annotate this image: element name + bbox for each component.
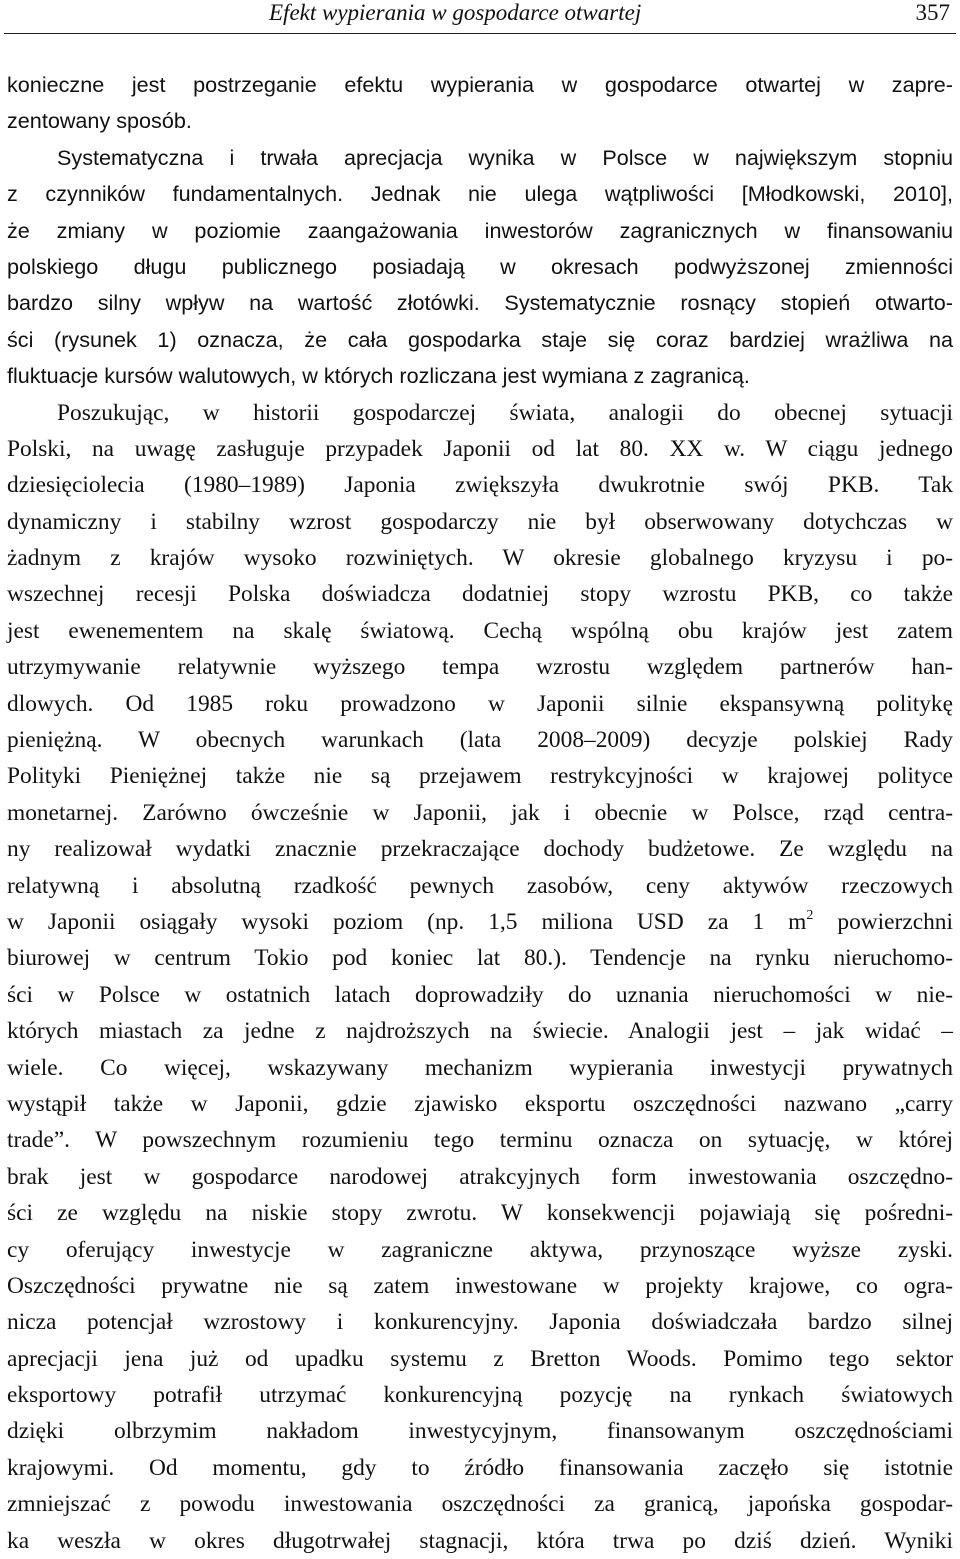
- text-line: [7, 467, 953, 503]
- text-line: [7, 103, 953, 139]
- text-segment: eksportowy potrafił utrzymać konkurencyjną pozycję na rynkach światowych: [7, 1382, 953, 1409]
- text-line: [7, 249, 953, 285]
- text-line: [7, 431, 953, 467]
- text-segment: dynamiczny i stabilny wzrost gospodarczy nie był obserwowany dotychczas w: [7, 508, 953, 535]
- text-segment: dziesięciolecia (1980–1989) Japonia zwiększyła dwukrotnie swój PKB. Tak: [7, 472, 953, 499]
- text-line: [7, 831, 953, 867]
- text-line: [7, 795, 953, 831]
- page-number: 357: [915, 0, 950, 25]
- text-line: [7, 1086, 953, 1122]
- text-line: [7, 1050, 953, 1086]
- superscript: 2: [806, 907, 814, 923]
- text-segment: utrzymywanie relatywnie wyższego tempa wzrostu względem partnerów han-: [7, 654, 953, 681]
- text-line: [7, 1159, 953, 1195]
- text-segment: Poszukując, w historii gospodarczej świata, analogii do obecnej sytuacji: [57, 399, 953, 426]
- text-line: [7, 1523, 953, 1559]
- text-segment: zentowany sposób.: [7, 108, 192, 134]
- text-line: [7, 686, 953, 722]
- text-segment: że zmiany w poziomie zaangażowania inwestorów zagranicznych w finansowaniu: [7, 217, 953, 243]
- text-line: [7, 977, 953, 1013]
- text-segment: dlowych. Od 1985 roku prowadzono w Japonii silnie ekspansywną politykę: [7, 690, 953, 717]
- text-segment: wiele. Co więcej, wskazywany mechanizm wypierania inwestycji prywatnych: [7, 1054, 953, 1081]
- text-segment: relatywną i absolutną rzadkość pewnych zasobów, ceny aktywów rzeczowych: [7, 872, 953, 899]
- text-segment: polskiego długu publicznego posiadają w okresach podwyższonej zmienności: [7, 253, 953, 279]
- text-line: [7, 722, 953, 758]
- text-segment: z czynników fundamentalnych. Jednak nie ulega wątpliwości [Młodkowski, 2010],: [7, 181, 953, 207]
- text-line: [7, 1486, 953, 1522]
- text-line: [7, 758, 953, 794]
- text-line: [7, 904, 953, 940]
- text-segment: ści w Polsce w ostatnich latach doprowadziły do uznania nieruchomości w nie-: [7, 981, 953, 1008]
- text-line: [7, 1413, 953, 1449]
- text-segment: krajowymi. Od momentu, gdy to źródło finansowania zaczęło się istotnie: [7, 1454, 953, 1481]
- text-line: [7, 358, 953, 394]
- text-segment: monetarnej. Zarówno ówcześnie w Japonii, jak i obecnie w Polsce, rząd centra-: [7, 799, 953, 826]
- text-segment: biurowej w centrum Tokio pod koniec lat 80.). Tendencje na rynku nieruchomo-: [7, 945, 953, 972]
- text-line: [7, 1232, 953, 1268]
- text-line: [7, 504, 953, 540]
- text-line: [7, 176, 953, 212]
- text-line: [7, 1341, 953, 1377]
- text-segment: żadnym z krajów wysoko rozwiniętych. W okresie globalnego kryzysu i po-: [7, 545, 953, 572]
- text-line: [7, 322, 953, 358]
- text-line: [7, 1450, 953, 1486]
- text-segment: Polityki Pieniężnej także nie są przejawem restrykcyjności w krajowej polityce: [7, 763, 953, 790]
- body-text: [7, 67, 953, 1559]
- text-segment: cy oferujący inwestycje w zagraniczne aktywa, przynoszące wyższe zyski.: [7, 1236, 953, 1263]
- running-header: [0, 0, 960, 36]
- text-line: [7, 940, 953, 976]
- text-segment: dzięki olbrzymim nakładom inwestycyjnym, finansowanym oszczędnościami: [7, 1418, 953, 1445]
- text-line: [7, 1195, 953, 1231]
- text-segment: Oszczędności prywatne nie są zatem inwestowane w projekty krajowe, co ogra-: [7, 1272, 953, 1299]
- text-segment: Systematyczna i trwała aprecjacja wynika w Polsce w największym stopniu: [57, 144, 953, 170]
- text-line: [7, 540, 953, 576]
- text-line: [7, 649, 953, 685]
- text-segment: nicza potencjał wzrostowy i konkurencyjny. Japonia doświadczała bardzo silnej: [7, 1309, 953, 1336]
- text-line: [7, 67, 953, 103]
- text-line: [7, 1122, 953, 1158]
- text-segment: powierzchni: [813, 908, 954, 935]
- text-segment: zmniejszać z powodu inwestowania oszczędności za granicą, japońska gospodar-: [7, 1491, 953, 1518]
- text-line: [7, 395, 953, 431]
- text-segment: aprecjacji jena już od upadku systemu z Bretton Woods. Pomimo tego sektor: [7, 1345, 953, 1372]
- text-segment: fluktuacje kursów walutowych, w których rozliczana jest wymiana z zagranicą.: [7, 363, 750, 389]
- header-rule: [4, 33, 956, 34]
- text-segment: których miastach za jedne z najdroższych na świecie. Analogii jest – jak widać –: [7, 1018, 953, 1045]
- text-segment: w Japonii osiągały wysoki poziom (np. 1,5 miliona USD za 1 m: [7, 908, 807, 935]
- text-line: [7, 140, 953, 176]
- text-line: [7, 868, 953, 904]
- text-segment: trade”. W powszechnym rozumieniu tego terminu oznacza on sytuację, w której: [7, 1127, 953, 1154]
- text-line: [7, 285, 953, 321]
- text-line: [7, 1377, 953, 1413]
- text-segment: jest ewenementem na skalę światową. Cechą wspólną obu krajów jest zatem: [7, 617, 953, 644]
- text-segment: pieniężną. W obecnych warunkach (lata 2008–2009) decyzje polskiej Rady: [7, 727, 953, 754]
- running-title: Efekt wypierania w gospodarce otwartej: [269, 0, 642, 25]
- text-line: [7, 576, 953, 612]
- text-line: [7, 613, 953, 649]
- text-segment: Polski, na uwagę zasługuje przypadek Japonii od lat 80. XX w. W ciągu jednego: [7, 435, 953, 462]
- text-segment: ści ze względu na niskie stopy zwrotu. W konsekwencji pojawiają się pośredni-: [7, 1200, 953, 1227]
- text-line: [7, 1304, 953, 1340]
- text-segment: bardzo silny wpływ na wartość złotówki. Systematycznie rosnący stopień otwarto-: [7, 290, 953, 316]
- text-segment: konieczne jest postrzeganie efektu wypierania w gospodarce otwartej w zapre-: [7, 72, 953, 97]
- text-line: [7, 1268, 953, 1304]
- text-segment: wystąpił także w Japonii, gdzie zjawisko eksportu oszczędności nazwano „carry: [7, 1090, 953, 1117]
- text-segment: ka weszła w okres długotrwałej stagnacji, która trwa po dziś dzień. Wyniki: [7, 1527, 953, 1554]
- text-segment: wszechnej recesji Polska doświadcza dodatniej stopy wzrostu PKB, co także: [7, 581, 953, 608]
- text-segment: brak jest w gospodarce narodowej atrakcyjnych form inwestowania oszczędno-: [7, 1163, 953, 1190]
- text-line: [7, 213, 953, 249]
- text-segment: ny realizował wydatki znacznie przekraczające dochody budżetowe. Ze względu na: [7, 836, 953, 863]
- text-segment: ści (rysunek 1) oznacza, że cała gospodarka staje się coraz bardziej wrażliwa na: [7, 326, 953, 352]
- text-line: [7, 1013, 953, 1049]
